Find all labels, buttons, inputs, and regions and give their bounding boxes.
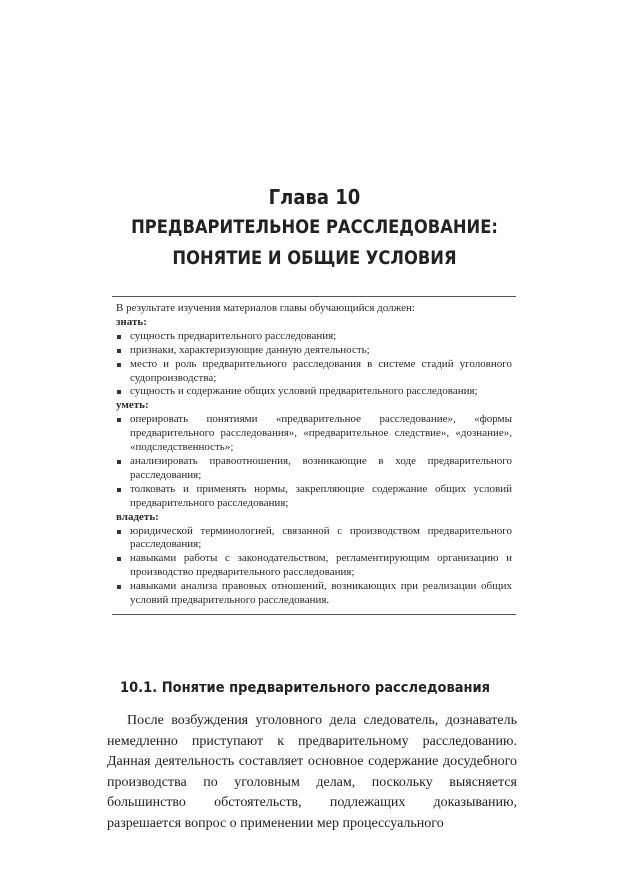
own-label: владеть: — [116, 510, 159, 523]
list-item: толковать и применять нормы, закрепляющие содержание общих условий предварительного расследования; — [116, 483, 512, 511]
chapter-number: Глава 10 — [268, 185, 361, 209]
chapter-title-line-2: ПОНЯТИЕ И ОБЩИЕ УСЛОВИЯ — [172, 247, 457, 269]
can-label: уметь: — [116, 399, 149, 412]
list-item: признаки, характеризующие данную деятельность; — [116, 344, 512, 358]
learning-outcomes-box — [112, 296, 516, 615]
list-item: сущность и содержание общих условий предварительного расследования; — [116, 385, 512, 399]
list-item: оперировать понятиями «предварительное расследование», «формы предварительного расследования», «предварительное следствие», «дознание», «подследственность»; — [116, 413, 512, 455]
body-paragraph: После возбуждения уголовного дела следователь, дознаватель немедленно приступают к предварительному расследованию. Данная деятельность составляет основное содержание досудебного производства по уголовным делам, поскольку выясняется большинство обстоятельств, подлежащих доказыванию, разрешается вопрос о применении мер процессуального — [107, 713, 517, 831]
list-item: навыками анализа правовых отношений, возникающих при реализации общих условий предварительного расследования. — [116, 580, 512, 608]
own-list — [112, 525, 516, 608]
list-item: сущность предварительного расследования; — [116, 330, 512, 344]
outcomes-intro: В результате изучения материалов главы обучающийся должен: — [116, 302, 415, 314]
list-item: место и роль предварительного расследования в системе стадий уголовного судопроизводства; — [116, 358, 512, 386]
can-list — [112, 413, 516, 510]
list-item: анализировать правоотношения, возникающие в ходе предварительного расследования; — [116, 455, 512, 483]
know-list — [112, 330, 516, 400]
section-heading: 10.1. Понятие предварительного расследования — [120, 680, 491, 696]
list-item: навыками работы с законодательством, регламентирующим организацию и производство предварительного расследования; — [116, 552, 512, 580]
know-label: знать: — [116, 315, 147, 328]
chapter-title-line-1: ПРЕДВАРИТЕЛЬНОЕ РАССЛЕДОВАНИЕ: — [131, 216, 498, 238]
list-item: юридической терминологией, связанной с производством предварительного расследования; — [116, 525, 512, 553]
chapter-header — [0, 184, 629, 272]
